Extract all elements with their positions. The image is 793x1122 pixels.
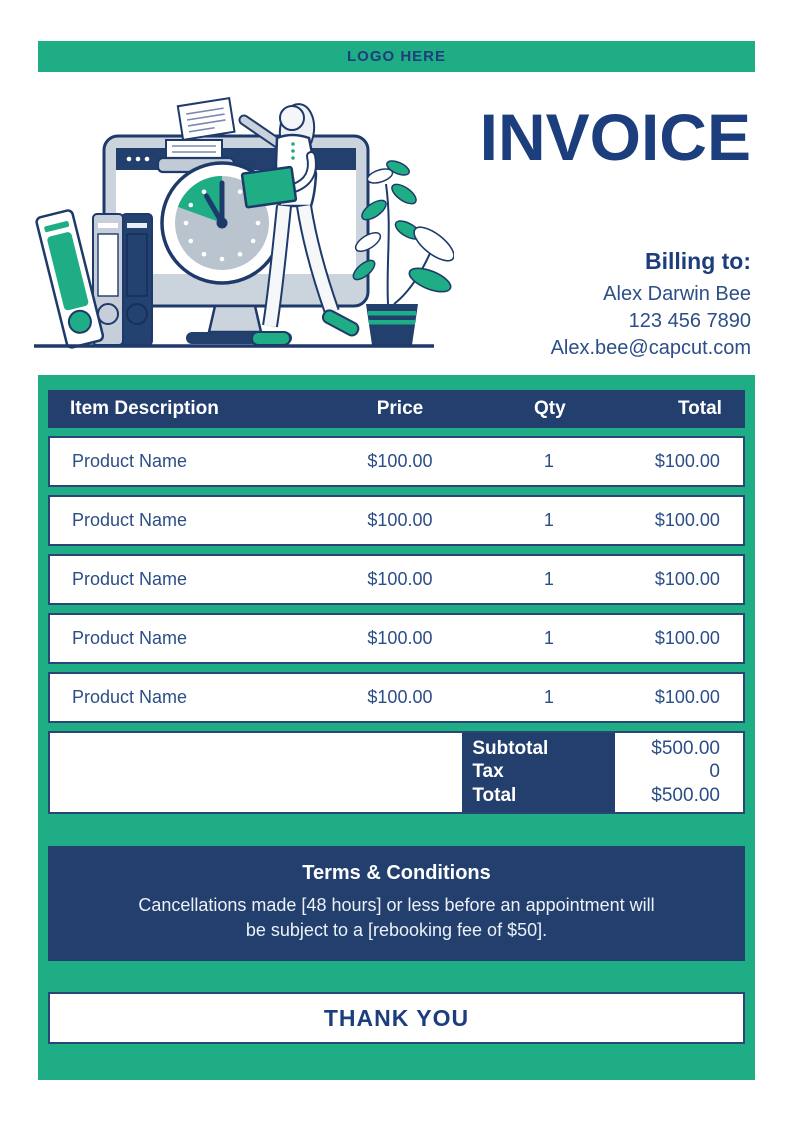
- invoice-illustration: [30, 92, 454, 358]
- thank-you-text: THANK YOU: [323, 1004, 470, 1031]
- total-label: Total: [472, 785, 517, 807]
- cell-description: Product Name: [72, 569, 188, 589]
- billing-block: [551, 248, 751, 362]
- cell-qty: 1: [543, 569, 554, 589]
- cell-description: Product Name: [72, 510, 188, 530]
- terms-title: Terms & Conditions: [302, 862, 491, 884]
- cell-total: $100.00: [654, 451, 720, 471]
- table-row: [48, 554, 745, 605]
- logo-text: LOGO HERE: [346, 48, 446, 65]
- terms-box: [48, 846, 745, 961]
- cell-price: $100.00: [367, 628, 433, 648]
- items-table: [48, 390, 745, 814]
- table-row: [48, 495, 745, 546]
- logo-banner: [38, 41, 755, 72]
- cell-price: $100.00: [367, 687, 433, 707]
- subtotal-label: Subtotal: [472, 737, 549, 759]
- col-header-price: Price: [376, 398, 424, 419]
- thank-you-box: [48, 992, 745, 1044]
- cell-qty: 1: [543, 510, 554, 530]
- cell-description: Product Name: [72, 687, 188, 707]
- cell-total: $100.00: [654, 628, 720, 648]
- table-row: [48, 436, 745, 487]
- billing-label: Billing to:: [644, 248, 751, 274]
- terms-body: [48, 893, 745, 943]
- summary-row: [48, 731, 745, 814]
- cell-qty: 1: [543, 628, 554, 648]
- page-title: INVOICE: [479, 100, 751, 174]
- tax-value: 0: [709, 761, 720, 783]
- col-header-description: Item Description: [70, 398, 219, 419]
- cell-description: Product Name: [72, 628, 188, 648]
- col-header-total: Total: [677, 398, 722, 419]
- invoice-body-section: [38, 375, 755, 1080]
- total-value: $500.00: [651, 785, 720, 807]
- cell-description: Product Name: [72, 451, 188, 471]
- cell-qty: 1: [543, 451, 554, 471]
- cell-price: $100.00: [367, 569, 433, 589]
- billing-email: Alex.bee@capcut.com: [550, 337, 751, 359]
- table-header-row: [48, 390, 745, 428]
- cell-price: $100.00: [367, 510, 433, 530]
- summary-values: [615, 733, 743, 812]
- table-row: [48, 672, 745, 723]
- col-header-qty: Qty: [533, 398, 566, 419]
- tax-label: Tax: [472, 761, 504, 783]
- summary-labels: [462, 733, 614, 812]
- cell-total: $100.00: [654, 569, 720, 589]
- billing-phone: 123 456 7890: [628, 310, 751, 332]
- cell-total: $100.00: [654, 510, 720, 530]
- terms-body-line1: Cancellations made [48 hours] or less before an appointment will: [138, 895, 655, 915]
- cell-price: $100.00: [367, 451, 433, 471]
- subtotal-value: $500.00: [651, 737, 720, 759]
- billing-name: Alex Darwin Bee: [603, 283, 751, 305]
- cell-qty: 1: [543, 687, 554, 707]
- terms-body-line2: be subject to a [rebooking fee of $50].: [245, 920, 548, 940]
- binders-illustration: [36, 209, 152, 348]
- table-row: [48, 613, 745, 664]
- cell-total: $100.00: [654, 687, 720, 707]
